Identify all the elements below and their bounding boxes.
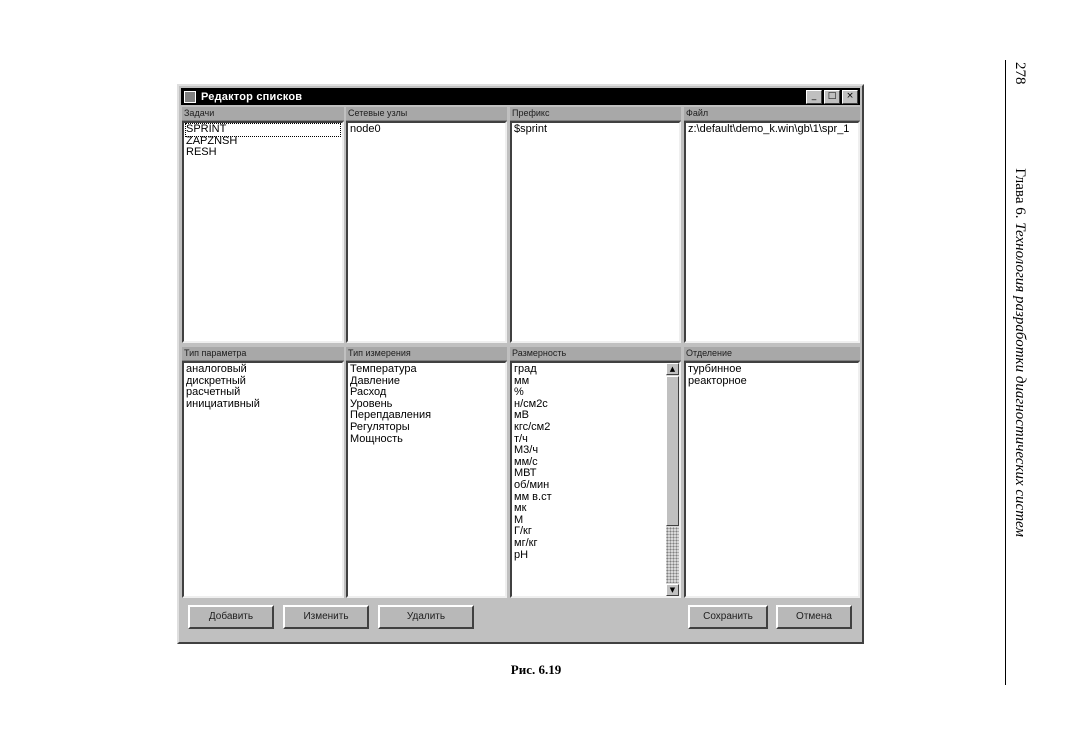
edit-button[interactable]: Изменить <box>283 605 369 629</box>
list-item[interactable]: аналоговый <box>186 363 247 375</box>
list-item[interactable]: т/ч <box>514 432 528 445</box>
tasks-listbox[interactable] <box>182 121 344 343</box>
list-item[interactable]: Регуляторы <box>350 420 410 433</box>
department-header: Отделение <box>684 347 860 361</box>
chapter-label: Глава 6. <box>1012 168 1028 219</box>
scroll-down-button[interactable]: ▼ <box>666 584 679 596</box>
list-item[interactable]: М3/ч <box>514 444 539 457</box>
prefix-header: Префикс <box>510 107 681 121</box>
file-listbox[interactable] <box>684 121 860 343</box>
maximize-button[interactable]: □ <box>824 90 840 104</box>
scroll-track[interactable] <box>666 527 679 583</box>
list-item[interactable]: Температура <box>350 363 417 375</box>
prefix-listbox[interactable] <box>510 121 681 343</box>
list-item[interactable]: реакторное <box>688 374 747 387</box>
department-listbox[interactable] <box>684 361 860 598</box>
list-item[interactable]: турбинное <box>688 363 742 375</box>
running-head <box>1010 62 1028 622</box>
list-item[interactable]: мг/кг <box>514 536 538 549</box>
scroll-up-button[interactable]: ▲ <box>666 363 679 375</box>
meas-type-panel <box>346 347 507 598</box>
nodes-panel <box>346 107 507 343</box>
tasks-header: Задачи <box>182 107 344 121</box>
list-item[interactable]: расчетный <box>186 386 241 399</box>
list-item[interactable]: М <box>514 513 524 526</box>
window-controls <box>806 90 858 104</box>
list-item[interactable]: кгс/см2 <box>514 420 551 433</box>
department-panel <box>684 347 860 598</box>
list-editor-window <box>177 84 864 644</box>
dimension-panel <box>510 347 681 598</box>
nodes-header: Сетевые узлы <box>346 107 507 121</box>
param-type-listbox[interactable] <box>182 361 344 598</box>
window-title: Редактор списков <box>201 90 303 103</box>
list-item[interactable]: Мощность <box>350 432 403 445</box>
page-number: 278 <box>1012 62 1028 85</box>
scroll-thumb[interactable] <box>666 376 679 526</box>
minimize-button[interactable]: _ <box>806 90 822 104</box>
dimension-listbox[interactable] <box>510 361 681 598</box>
list-item[interactable]: мм в.ст <box>514 490 552 503</box>
list-item[interactable]: град <box>514 363 537 375</box>
file-header: Файл <box>684 107 860 121</box>
meas-type-listbox[interactable] <box>346 361 507 598</box>
app-icon <box>184 91 196 103</box>
list-item[interactable]: мм/с <box>514 455 538 468</box>
list-item[interactable]: % <box>514 386 524 399</box>
list-item[interactable]: мм <box>514 374 530 387</box>
meas-type-header: Тип измерения <box>346 347 507 361</box>
list-item[interactable]: МВТ <box>514 467 537 480</box>
dimension-header: Размерность <box>510 347 681 361</box>
file-panel <box>684 107 860 343</box>
param-type-header: Тип параметра <box>182 347 344 361</box>
list-item[interactable]: Г/кг <box>514 525 532 538</box>
list-item[interactable]: Расход <box>350 386 387 399</box>
list-item[interactable]: $sprint <box>514 123 548 135</box>
list-item[interactable]: z:\default\demo_k.win\gb\1\spr_1 <box>688 123 850 135</box>
prefix-panel <box>510 107 681 343</box>
list-item[interactable]: SPRINT <box>186 124 340 136</box>
list-item[interactable]: node0 <box>350 123 381 135</box>
list-item[interactable]: н/см2с <box>514 397 548 410</box>
chapter-title: Технология разработки диагностических систем <box>1012 222 1028 537</box>
list-item[interactable]: мк <box>514 502 527 515</box>
list-item[interactable]: об/мин <box>514 478 550 491</box>
figure-caption: Рис. 6.19 <box>510 662 562 677</box>
dimension-scrollbar[interactable] <box>666 363 679 596</box>
save-button[interactable]: Сохранить <box>688 605 768 629</box>
delete-button[interactable]: Удалить <box>378 605 474 629</box>
list-item[interactable]: инициативный <box>186 397 260 410</box>
list-item[interactable]: RESH <box>186 146 217 159</box>
list-item[interactable]: дискретный <box>186 374 246 387</box>
list-item[interactable]: ZAPZNSH <box>186 134 238 147</box>
cancel-button[interactable]: Отмена <box>776 605 852 629</box>
close-button[interactable]: × <box>842 90 858 104</box>
param-type-panel <box>182 347 344 598</box>
list-item[interactable]: pH <box>514 548 529 561</box>
tasks-panel <box>182 107 344 343</box>
list-item[interactable]: Давление <box>350 374 401 387</box>
list-item[interactable]: Уровень <box>350 397 393 410</box>
title-bar[interactable] <box>181 88 860 105</box>
list-item[interactable]: Перепдавления <box>350 409 432 422</box>
add-button[interactable]: Добавить <box>188 605 274 629</box>
nodes-listbox[interactable] <box>346 121 507 343</box>
list-item[interactable]: мВ <box>514 409 529 422</box>
running-head-rule <box>1005 60 1006 685</box>
